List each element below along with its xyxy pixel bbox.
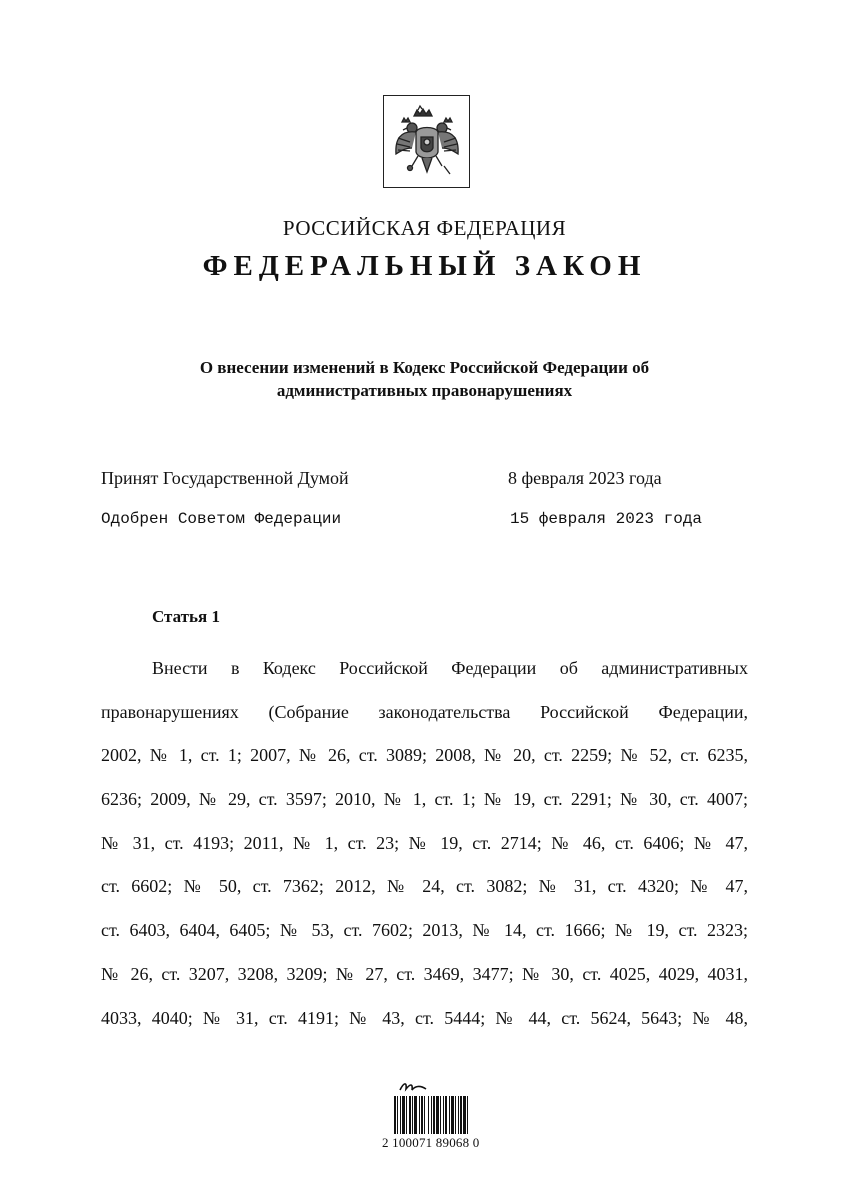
- barcode-icon: [394, 1096, 502, 1134]
- article-body: [101, 647, 748, 1040]
- article-body-line: № 26, ст. 3207, 3208, 3209; № 27, ст. 3469, 3477; № 30, ст. 4025, 4029, 4031,: [101, 963, 748, 984]
- law-title-line-1: О внесении изменений в Кодекс Российской Федерации об: [199, 358, 650, 377]
- duma-adoption-date: 8 февраля 2023 года: [508, 468, 662, 488]
- law-title: [0, 356, 849, 402]
- article-body-line: Внести в Кодекс Российской Федерации об административных: [152, 658, 748, 678]
- article-body-line: № 31, ст. 4193; 2011, № 1, ст. 23; № 19, ст. 2714; № 46, ст. 6406; № 47,: [101, 832, 748, 853]
- council-approval-date: 15 февраля 2023 года: [510, 510, 703, 528]
- coat-of-arms-icon: [392, 102, 462, 182]
- barcode-number: 2 100071 89068 0: [382, 1135, 480, 1150]
- document-footer: [378, 1080, 504, 1160]
- article-body-line: ст. 6602; № 50, ст. 7362; 2012, № 24, ст. 3082; № 31, ст. 4320; № 47,: [101, 876, 748, 897]
- law-title-line-2: административных правонарушениях: [276, 381, 573, 400]
- council-approval-label: Одобрен Советом Федерации: [101, 510, 342, 528]
- article-heading: Статья 1: [152, 607, 220, 626]
- duma-adoption-label: Принят Государственной Думой: [101, 468, 349, 488]
- signature-mark-icon: [398, 1080, 428, 1094]
- article-body-line: правонарушениях (Собрание законодательства Российской Федерации,: [101, 701, 748, 722]
- article-body-line: 2002, № 1, ст. 1; 2007, № 26, ст. 3089; 2008, № 20, ст. 2259; № 52, ст. 6235,: [101, 745, 748, 766]
- article-body-line: 4033, 4040; № 31, ст. 4191; № 43, ст. 5444; № 44, ст. 5624, 5643; № 48,: [101, 1007, 748, 1028]
- country-heading: РОССИЙСКАЯ ФЕДЕРАЦИЯ: [282, 216, 567, 240]
- article-body-line: ст. 6403, 6404, 6405; № 53, ст. 7602; 2013, № 14, ст. 1666; № 19, ст. 2323;: [101, 920, 748, 941]
- article-body-line: 6236; 2009, № 29, ст. 3597; 2010, № 1, ст. 1; № 19, ст. 2291; № 30, ст. 4007;: [101, 789, 748, 810]
- coat-of-arms-frame: [383, 95, 470, 188]
- document-type-heading: ФЕДЕРАЛЬНЫЙ ЗАКОН: [202, 250, 647, 282]
